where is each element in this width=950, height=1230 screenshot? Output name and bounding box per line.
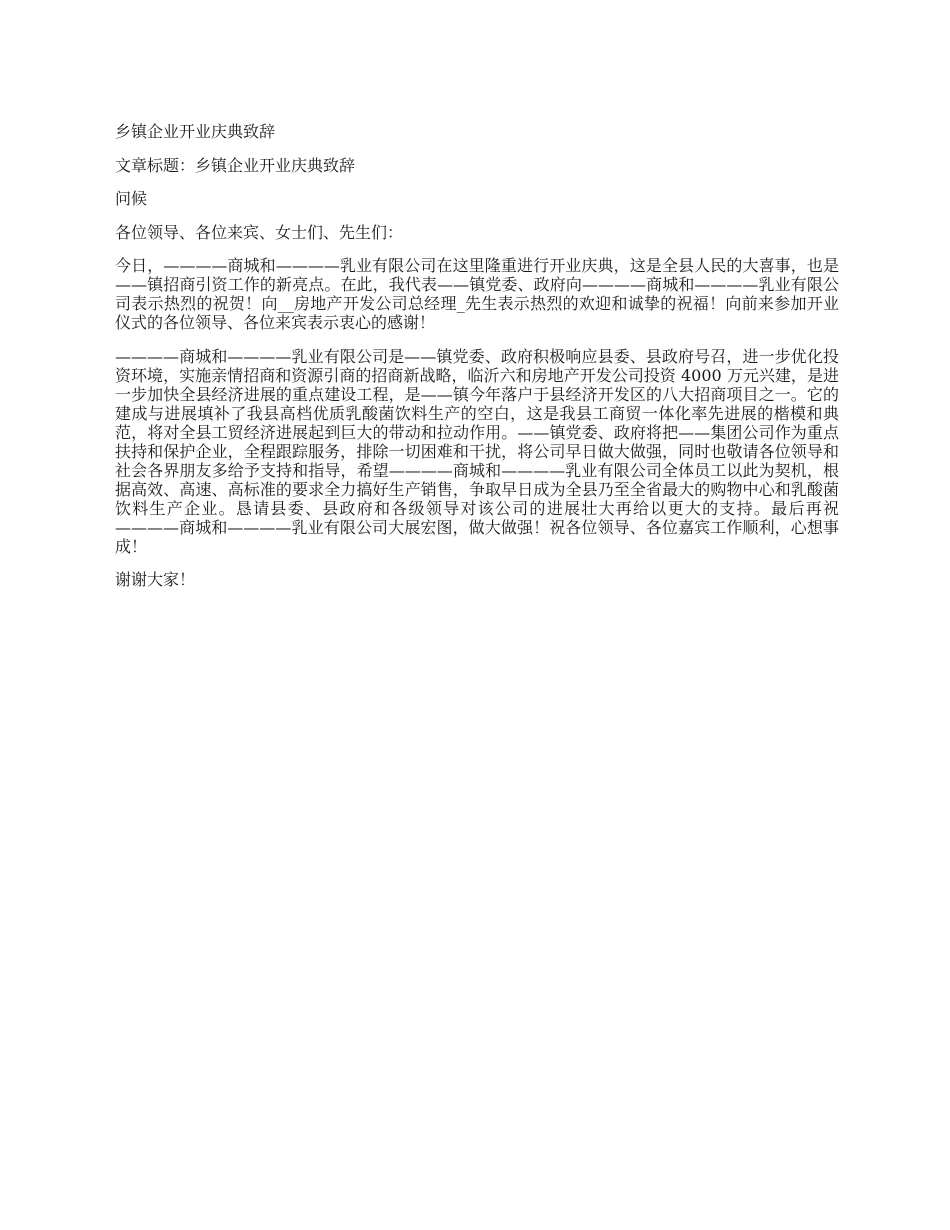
closing-line: 谢谢大家！ [115,570,196,589]
document-title: 乡镇企业开业庆典致辞 [115,122,276,141]
greeting-heading: 问候 [115,189,148,208]
body-paragraph-1: 今日，————商城和————乳业有限公司在这里隆重进行开业庆典，这是全县人民的大喜事，也是——镇招商引资工作的新亮点。在此，我代表——镇党委、政府向————商城和————乳业有限公司表示热烈的祝贺！向__房地产开发公司总经理_先生表示热烈的欢迎和诚挚的祝福！向前来参加开业仪式的各位领导、各位来宾表示衷心的感谢！ [115,256,839,332]
article-title-line: 文章标题：乡镇企业开业庆典致辞 [115,155,356,175]
document-page [115,122,839,604]
body-paragraph-2: ————商城和————乳业有限公司是——镇党委、政府积极响应县委、县政府号召，进一步优化投资环境，实施亲情招商和资源引商的招商新战略，临沂六和房地产开发公司投资 4000 万元兴建，是进一步加快全县经济进展的重点建设工程，是——镇今年落户于县经济开发区的八大招商项目之一。它的建成与进展填补了我县高档优质乳酸菌饮料生产的空白，这是我县工商贸一体化率先进展的楷模和典范，将对全县工贸经济进展起到巨大的带动和拉动作用。——镇党委、政府将把——集团公司作为重点扶持和保护企业，全程跟踪服务，排除一切困难和干扰，将公司早日做大做强，同时也敬请各位领导和社会各界朋友多给予支持和指导，希望————商城和————乳业有限公司全体员工以此为契机，根据高效、高速、高标准的要求全力搞好生产销售，争取早日成为全县乃至全省最大的购物中心和乳酸菌饮料生产企业。恳请县委、县政府和各级领导对该公司的进展壮大再给以更大的支持。最后再祝————商城和————乳业有限公司大展宏图，做大做强！祝各位领导、各位嘉宾工作顺利，心想事成！ [115,346,839,556]
salutation: 各位领导、各位来宾、女士们、先生们： [115,222,404,242]
